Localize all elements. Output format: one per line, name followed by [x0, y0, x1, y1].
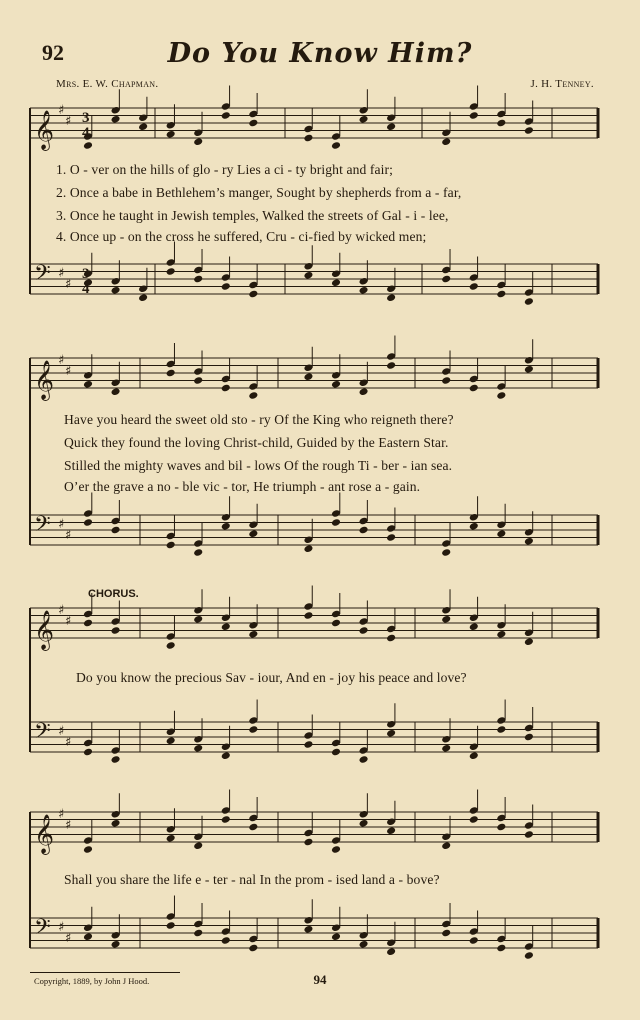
note-head	[111, 755, 121, 764]
verse-4-line-2: O’er the grave a no - ble vic - tor, He triumph - ant rose a - gain.	[64, 479, 421, 494]
treble-clef-icon: 𝄞	[34, 610, 55, 650]
note-head	[441, 376, 451, 385]
note-head	[193, 548, 203, 557]
note-head	[469, 936, 479, 945]
note-head	[331, 380, 341, 389]
chorus-line-1: Do you know the precious Sav - iour, And en - joy his peace and love?	[76, 670, 467, 685]
note-head	[221, 622, 231, 631]
note-head	[248, 529, 258, 538]
note-head	[303, 838, 313, 847]
note-head	[524, 537, 534, 546]
composer-credit: J. H. Tenney.	[530, 78, 594, 90]
note-head	[166, 267, 176, 276]
note-head	[193, 929, 203, 938]
note-head	[221, 282, 231, 291]
note-head	[331, 619, 341, 628]
note-head	[524, 733, 534, 742]
hymn-title: Do You Know Him?	[167, 38, 473, 69]
note-head	[221, 111, 231, 120]
note-head	[524, 297, 534, 306]
note-head	[496, 630, 506, 639]
note-head	[221, 936, 231, 945]
sharp-icon: ♯	[58, 807, 65, 822]
note-head	[359, 115, 369, 124]
note-head	[193, 841, 203, 850]
time-signature-bottom: 4	[82, 281, 90, 297]
note-head	[193, 137, 203, 146]
note-head	[524, 365, 534, 374]
note-head	[359, 755, 369, 764]
note-head	[111, 115, 121, 124]
time-signature-top: 3	[82, 110, 90, 126]
note-head	[166, 834, 176, 843]
treble-clef-icon: 𝄞	[34, 814, 55, 854]
note-head	[248, 119, 258, 128]
note-head	[359, 626, 369, 635]
verse-1-line-1: 1. O - ver on the hills of glo - ry Lies a ci - ty bright and fair;	[56, 162, 394, 177]
sharp-icon: ♯	[58, 517, 65, 532]
note-head	[496, 944, 506, 953]
bass-clef-icon: 𝄢	[34, 512, 51, 542]
sharp-icon: ♯	[65, 614, 72, 629]
note-head	[441, 275, 451, 284]
note-head	[469, 111, 479, 120]
note-head	[111, 819, 121, 828]
note-head	[524, 637, 534, 646]
note-head	[303, 925, 313, 934]
note-head	[83, 932, 93, 941]
note-head	[303, 271, 313, 280]
note-head	[441, 615, 451, 624]
note-head	[303, 544, 313, 553]
verse-3-line-2: Stilled the mighty waves and bil - lows Of the rough Ti - ber - ian sea.	[64, 458, 453, 473]
verse-2-line-1: 2. Once a babe in Bethlehem’s manger, Sought by shepherds from a - far,	[56, 185, 462, 200]
sharp-icon: ♯	[65, 818, 72, 833]
note-head	[386, 947, 396, 956]
note-head	[166, 921, 176, 930]
note-head	[386, 729, 396, 738]
note-head	[221, 522, 231, 531]
sharp-icon: ♯	[65, 364, 72, 379]
time-signature-bottom: 4	[82, 125, 90, 141]
treble-clef-icon: 𝄞	[34, 110, 55, 150]
sharp-icon: ♯	[65, 277, 72, 292]
time-signature-top: 3	[82, 266, 90, 282]
sharp-icon: ♯	[58, 266, 65, 281]
verse-1-line-2: Have you heard the sweet old sto - ry Of the King who reigneth there?	[64, 412, 454, 427]
verse-4-line-1: 4. Once up - on the cross he suffered, Cru - ci-fied by wicked men;	[56, 229, 427, 244]
sharp-icon: ♯	[65, 931, 72, 946]
note-head	[469, 751, 479, 760]
note-head	[496, 725, 506, 734]
note-head	[386, 122, 396, 131]
note-head	[166, 736, 176, 745]
note-head	[469, 815, 479, 824]
note-head	[359, 819, 369, 828]
note-head	[386, 634, 396, 643]
note-head	[111, 286, 121, 295]
note-head	[83, 141, 93, 150]
note-head	[303, 740, 313, 749]
note-head	[193, 744, 203, 753]
note-head	[331, 518, 341, 527]
treble-clef-icon: 𝄞	[34, 360, 55, 400]
sharp-icon: ♯	[58, 103, 65, 118]
note-head	[83, 518, 93, 527]
bass-clef-icon: 𝄢	[34, 719, 51, 749]
note-head	[386, 293, 396, 302]
copyright-notice: Copyright, 1889, by John J Hood.	[34, 976, 150, 986]
verse-2-line-2: Quick they found the loving Christ-child, Guided by the Eastern Star.	[64, 435, 449, 450]
note-head	[359, 940, 369, 949]
note-head	[496, 529, 506, 538]
chorus-label: CHORUS.	[88, 588, 139, 600]
note-head	[111, 387, 121, 396]
note-head	[359, 387, 369, 396]
note-head	[248, 823, 258, 832]
note-head	[496, 391, 506, 400]
bass-clef-icon: 𝄢	[34, 915, 51, 945]
note-head	[386, 533, 396, 542]
sharp-icon: ♯	[58, 603, 65, 618]
note-head	[166, 641, 176, 650]
note-head	[248, 630, 258, 639]
note-head	[303, 611, 313, 620]
note-head	[111, 626, 121, 635]
note-head	[248, 391, 258, 400]
note-head	[193, 275, 203, 284]
note-head	[496, 823, 506, 832]
hymn-number: 92	[42, 40, 64, 65]
note-head	[496, 119, 506, 128]
note-head	[331, 932, 341, 941]
note-head	[138, 293, 148, 302]
note-head	[386, 826, 396, 835]
note-head	[359, 286, 369, 295]
note-head	[359, 526, 369, 535]
note-head	[83, 380, 93, 389]
note-head	[111, 940, 121, 949]
note-head	[469, 522, 479, 531]
note-head	[248, 725, 258, 734]
note-head	[166, 541, 176, 550]
lyricist-credit: Mrs. E. W. Chapman.	[56, 78, 159, 90]
note-head	[524, 951, 534, 960]
note-head	[248, 944, 258, 953]
note-head	[221, 384, 231, 393]
note-head	[386, 361, 396, 370]
bass-clef-icon: 𝄢	[34, 261, 51, 291]
note-head	[83, 619, 93, 628]
note-head	[469, 384, 479, 393]
note-head	[221, 751, 231, 760]
note-head	[138, 122, 148, 131]
note-head	[221, 815, 231, 824]
note-head	[166, 130, 176, 139]
sharp-icon: ♯	[58, 353, 65, 368]
note-head	[441, 137, 451, 146]
note-head	[303, 134, 313, 143]
note-head	[331, 748, 341, 757]
sharp-icon: ♯	[58, 724, 65, 739]
note-head	[524, 830, 534, 839]
sharp-icon: ♯	[65, 114, 72, 129]
note-head	[83, 748, 93, 757]
note-head	[331, 845, 341, 854]
note-head	[469, 282, 479, 291]
note-head	[331, 141, 341, 150]
note-head	[248, 290, 258, 299]
sharp-icon: ♯	[58, 920, 65, 935]
note-head	[193, 615, 203, 624]
note-head	[469, 622, 479, 631]
page-number: 94	[313, 972, 327, 987]
note-head	[441, 548, 451, 557]
note-head	[441, 744, 451, 753]
chorus-line-2: Shall you share the life e - ter - nal In the prom - ised land a - bove?	[64, 872, 440, 887]
note-head	[83, 845, 93, 854]
verse-3-line-1: 3. Once he taught in Jewish temples, Walked the streets of Gal - i - lee,	[56, 208, 449, 223]
note-head	[111, 526, 121, 535]
note-head	[303, 372, 313, 381]
note-head	[331, 278, 341, 287]
note-head	[441, 929, 451, 938]
sharp-icon: ♯	[65, 735, 72, 750]
sharp-icon: ♯	[65, 528, 72, 543]
note-head	[496, 290, 506, 299]
note-head	[524, 126, 534, 135]
note-head	[166, 369, 176, 378]
note-head	[441, 841, 451, 850]
note-head	[193, 376, 203, 385]
